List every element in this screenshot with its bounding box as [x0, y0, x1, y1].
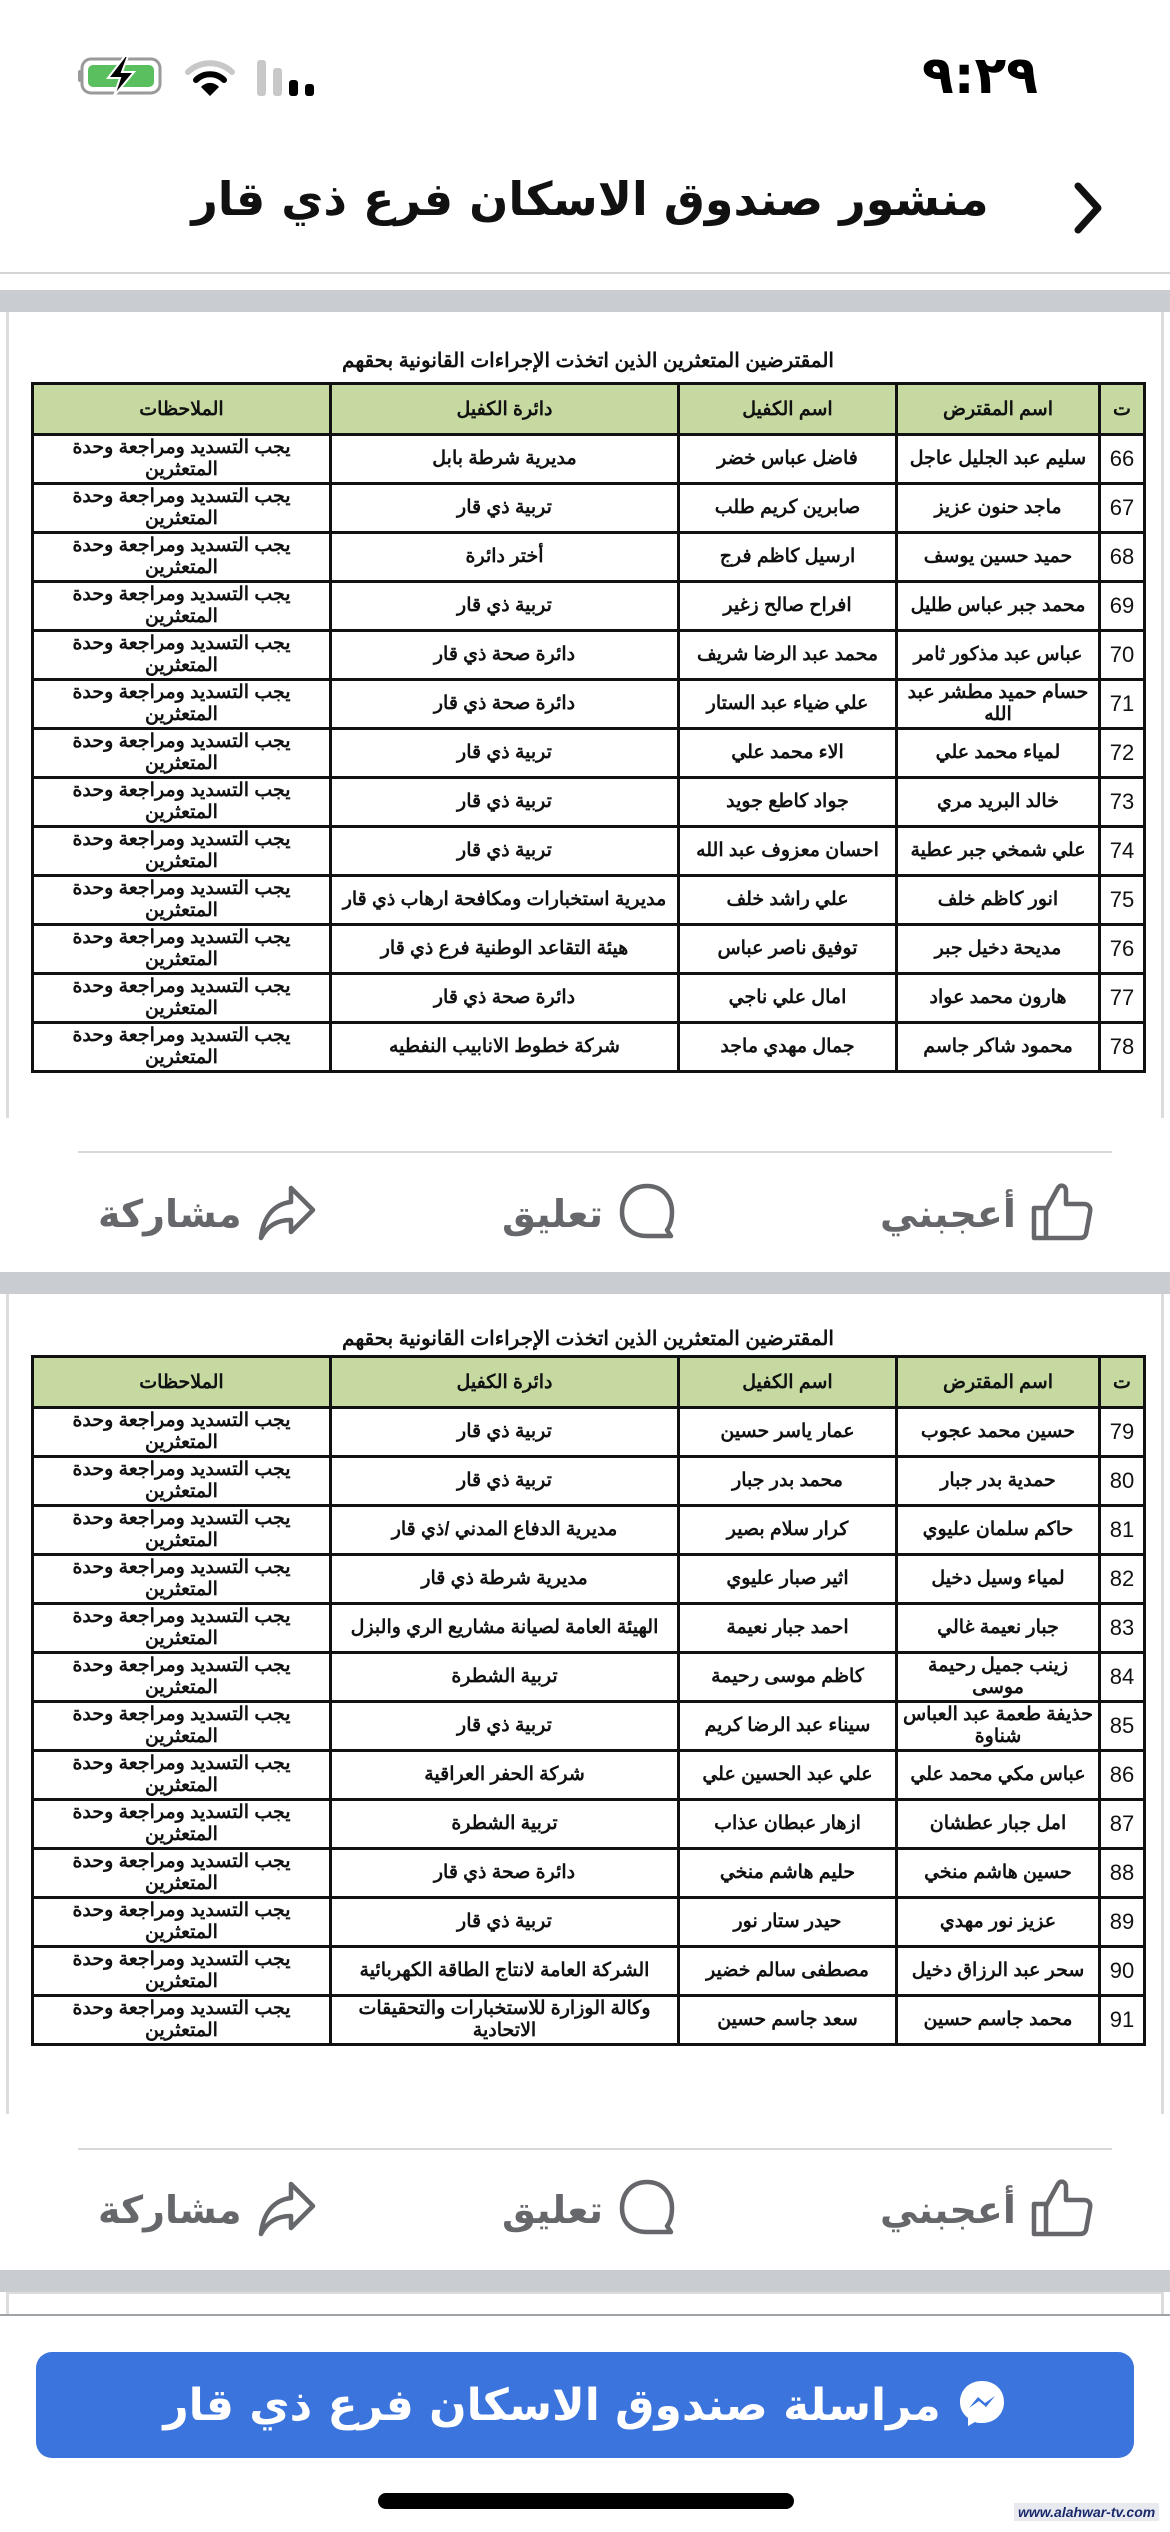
- guarantor-department: هيئة التقاعد الوطنية فرع ذي قار: [331, 925, 679, 974]
- borrower-name: جبار نعيمة غالي: [897, 1604, 1100, 1653]
- comment-button[interactable]: [502, 1182, 677, 1246]
- column-header: الملاحظات: [33, 1357, 331, 1408]
- share-label: مشاركة: [98, 1192, 242, 1236]
- guarantor-name: علي عبد الحسين علي: [679, 1751, 897, 1800]
- borrower-name: حسين محمد عجوب: [897, 1408, 1100, 1457]
- guarantor-name: فاضل عباس خضر: [679, 435, 897, 484]
- feed-separator: [0, 2270, 1170, 2292]
- table-row: [33, 1996, 1145, 2045]
- guarantor-name: علي ضياء عبد الستار: [679, 680, 897, 729]
- note: يجب التسديد ومراجعة وحدة المتعثرين: [33, 1849, 331, 1898]
- note: يجب التسديد ومراجعة وحدة المتعثرين: [33, 876, 331, 925]
- like-button[interactable]: [880, 1182, 1094, 1246]
- table-row: [33, 876, 1145, 925]
- borrower-name: محمد جاسم حسين: [897, 1996, 1100, 2045]
- table-row: [33, 1023, 1145, 1072]
- table-row: [33, 1898, 1145, 1947]
- loan-table: [31, 382, 1146, 1073]
- guarantor-department: دائرة صحة ذي قار: [331, 1849, 679, 1898]
- guarantor-name: اثير صبار عليوي: [679, 1555, 897, 1604]
- guarantor-department: تربية ذي قار: [331, 827, 679, 876]
- header-divider: [0, 272, 1170, 274]
- column-header: ت: [1100, 1357, 1145, 1408]
- row-number: 89: [1100, 1898, 1145, 1947]
- table-row: [33, 974, 1145, 1023]
- guarantor-name: حيدر ستار نور: [679, 1898, 897, 1947]
- guarantor-name: احمد جبار نعيمة: [679, 1604, 897, 1653]
- guarantor-name: ارسيل كاظم فرج: [679, 533, 897, 582]
- note: يجب التسديد ومراجعة وحدة المتعثرين: [33, 1604, 331, 1653]
- bottom-bar-divider: [0, 2314, 1170, 2316]
- table-row: [33, 435, 1145, 484]
- note: يجب التسديد ومراجعة وحدة المتعثرين: [33, 778, 331, 827]
- table-row: [33, 1457, 1145, 1506]
- table-row: [33, 582, 1145, 631]
- cellular-signal-icon: [255, 58, 317, 102]
- feed-separator: [0, 290, 1170, 312]
- comment-bubble-icon: [617, 2178, 677, 2242]
- table-row: [33, 680, 1145, 729]
- comment-label: تعليق: [502, 1192, 603, 1236]
- thumbs-up-icon: [1030, 1182, 1094, 1246]
- row-number: 85: [1100, 1702, 1145, 1751]
- post-divider: [78, 1151, 1112, 1153]
- borrower-name: سحر عبد الرزاق دخيل: [897, 1947, 1100, 1996]
- row-number: 76: [1100, 925, 1145, 974]
- column-header: ت: [1100, 384, 1145, 435]
- row-number: 72: [1100, 729, 1145, 778]
- borrower-name: ماجد حنون عزيز: [897, 484, 1100, 533]
- guarantor-department: تربية ذي قار: [331, 582, 679, 631]
- table-row: [33, 1702, 1145, 1751]
- note: يجب التسديد ومراجعة وحدة المتعثرين: [33, 1555, 331, 1604]
- table-row: [33, 827, 1145, 876]
- like-label: أعجبني: [880, 1192, 1016, 1236]
- note: يجب التسديد ومراجعة وحدة المتعثرين: [33, 974, 331, 1023]
- note: يجب التسديد ومراجعة وحدة المتعثرين: [33, 925, 331, 974]
- guarantor-name: كاظم موسى رحيمة: [679, 1653, 897, 1702]
- row-number: 75: [1100, 876, 1145, 925]
- row-number: 88: [1100, 1849, 1145, 1898]
- share-arrow-icon: [255, 1182, 317, 1246]
- note: يجب التسديد ومراجعة وحدة المتعثرين: [33, 1898, 331, 1947]
- guarantor-department: الهيئة العامة لصيانة مشاريع الري والبزل: [331, 1604, 679, 1653]
- guarantor-department: مديرية شرطة بابل: [331, 435, 679, 484]
- column-header: اسم الكفيل: [679, 384, 897, 435]
- column-header: دائرة الكفيل: [331, 384, 679, 435]
- borrower-name: حميد حسين يوسف: [897, 533, 1100, 582]
- row-number: 84: [1100, 1653, 1145, 1702]
- guarantor-name: عمار ياسر حسين: [679, 1408, 897, 1457]
- table-row: [33, 925, 1145, 974]
- guarantor-name: ازهار عبطان عذاب: [679, 1800, 897, 1849]
- status-time: ٩:٢٩: [921, 46, 1038, 106]
- guarantor-department: تربية ذي قار: [331, 778, 679, 827]
- column-header: الملاحظات: [33, 384, 331, 435]
- column-header: اسم المقترض: [897, 384, 1100, 435]
- share-arrow-icon: [255, 2178, 317, 2242]
- row-number: 73: [1100, 778, 1145, 827]
- guarantor-department: تربية ذي قار: [331, 1457, 679, 1506]
- row-number: 79: [1100, 1408, 1145, 1457]
- guarantor-name: محمد عبد الرضا شريف: [679, 631, 897, 680]
- table-row: [33, 1555, 1145, 1604]
- thumbs-up-icon: [1030, 2178, 1094, 2242]
- guarantor-department: تربية الشطرة: [331, 1800, 679, 1849]
- note: يجب التسديد ومراجعة وحدة المتعثرين: [33, 827, 331, 876]
- table-row: [33, 1506, 1145, 1555]
- row-number: 81: [1100, 1506, 1145, 1555]
- like-button[interactable]: [880, 2178, 1094, 2242]
- note: يجب التسديد ومراجعة وحدة المتعثرين: [33, 1653, 331, 1702]
- borrower-name: علي شمخي جبر عطية: [897, 827, 1100, 876]
- borrower-name: لمياء محمد علي: [897, 729, 1100, 778]
- guarantor-department: تربية الشطرة: [331, 1653, 679, 1702]
- note: يجب التسديد ومراجعة وحدة المتعثرين: [33, 1996, 331, 2045]
- message-page-button[interactable]: [36, 2352, 1134, 2458]
- row-number: 66: [1100, 435, 1145, 484]
- home-indicator[interactable]: [378, 2493, 794, 2509]
- table-row: [33, 1947, 1145, 1996]
- guarantor-department: شركة الحفر العراقية: [331, 1751, 679, 1800]
- table-row: [33, 533, 1145, 582]
- guarantor-department: مديرية استخبارات ومكافحة ارهاب ذي قار: [331, 876, 679, 925]
- guarantor-department: مديرية الدفاع المدني /ذي قار: [331, 1506, 679, 1555]
- guarantor-name: صابرين كريم طلب: [679, 484, 897, 533]
- guarantor-name: حليم هاشم منخي: [679, 1849, 897, 1898]
- row-number: 83: [1100, 1604, 1145, 1653]
- note: يجب التسديد ومراجعة وحدة المتعثرين: [33, 533, 331, 582]
- share-button[interactable]: [98, 1182, 317, 1246]
- message-button-label: مراسلة صندوق الاسكان فرع ذي قار: [163, 2379, 941, 2431]
- table-row: [33, 1653, 1145, 1702]
- note: يجب التسديد ومراجعة وحدة المتعثرين: [33, 1408, 331, 1457]
- row-number: 87: [1100, 1800, 1145, 1849]
- guarantor-name: جمال مهدي ماجد: [679, 1023, 897, 1072]
- borrower-name: عباس مكي محمد علي: [897, 1751, 1100, 1800]
- note: يجب التسديد ومراجعة وحدة المتعثرين: [33, 729, 331, 778]
- chevron-icon[interactable]: [1068, 180, 1108, 236]
- borrower-name: سليم عبد الجليل عاجل: [897, 435, 1100, 484]
- note: يجب التسديد ومراجعة وحدة المتعثرين: [33, 631, 331, 680]
- table-row: [33, 1408, 1145, 1457]
- table-row: [33, 484, 1145, 533]
- borrower-name: هارون محمد عواد: [897, 974, 1100, 1023]
- borrower-name: عباس عبد مذكور ثامر: [897, 631, 1100, 680]
- row-number: 70: [1100, 631, 1145, 680]
- row-number: 67: [1100, 484, 1145, 533]
- guarantor-name: سعد جاسم حسين: [679, 1996, 897, 2045]
- post-image[interactable]: [6, 312, 1164, 1118]
- guarantor-department: أختر دائرة: [331, 533, 679, 582]
- like-label: أعجبني: [880, 2188, 1016, 2232]
- row-number: 90: [1100, 1947, 1145, 1996]
- borrower-name: محمد جبر عباس طليل: [897, 582, 1100, 631]
- feed-separator: [0, 1272, 1170, 1294]
- row-number: 91: [1100, 1996, 1145, 2045]
- table-row: [33, 1604, 1145, 1653]
- borrower-name: حسين هاشم منخي: [897, 1849, 1100, 1898]
- guarantor-department: شركة خطوط الانابيب النفطيه: [331, 1023, 679, 1072]
- table-row: [33, 729, 1145, 778]
- note: يجب التسديد ومراجعة وحدة المتعثرين: [33, 1702, 331, 1751]
- guarantor-department: تربية ذي قار: [331, 1702, 679, 1751]
- watermark: www.alahwar-tv.com: [1014, 2503, 1159, 2521]
- borrower-name: مديحة دخيل جبر: [897, 925, 1100, 974]
- row-number: 78: [1100, 1023, 1145, 1072]
- note: يجب التسديد ومراجعة وحدة المتعثرين: [33, 1751, 331, 1800]
- row-number: 69: [1100, 582, 1145, 631]
- post-divider: [78, 2148, 1112, 2150]
- note: يجب التسديد ومراجعة وحدة المتعثرين: [33, 1947, 331, 1996]
- row-number: 68: [1100, 533, 1145, 582]
- guarantor-name: افراح صالح زغير: [679, 582, 897, 631]
- guarantor-department: تربية ذي قار: [331, 729, 679, 778]
- row-number: 77: [1100, 974, 1145, 1023]
- borrower-name: عزيز نور مهدي: [897, 1898, 1100, 1947]
- note: يجب التسديد ومراجعة وحدة المتعثرين: [33, 1800, 331, 1849]
- comment-button[interactable]: [502, 2178, 677, 2242]
- table-row: [33, 1751, 1145, 1800]
- guarantor-department: تربية ذي قار: [331, 484, 679, 533]
- borrower-name: حذيفة طعمة عبد العباس شناوة: [897, 1702, 1100, 1751]
- guarantor-department: الشركة العامة لانتاج الطاقة الكهربائية: [331, 1947, 679, 1996]
- share-label: مشاركة: [98, 2188, 242, 2232]
- column-header: اسم المقترض: [897, 1357, 1100, 1408]
- note: يجب التسديد ومراجعة وحدة المتعثرين: [33, 1506, 331, 1555]
- note: يجب التسديد ومراجعة وحدة المتعثرين: [33, 680, 331, 729]
- battery-charging-icon: [78, 56, 166, 100]
- guarantor-name: كرار سلام بصير: [679, 1506, 897, 1555]
- note: يجب التسديد ومراجعة وحدة المتعثرين: [33, 1023, 331, 1072]
- guarantor-department: دائرة صحة ذي قار: [331, 680, 679, 729]
- next-post-peek: [6, 2292, 1164, 2314]
- guarantor-name: مصطفى سالم خضير: [679, 1947, 897, 1996]
- guarantor-name: علي راشد خلف: [679, 876, 897, 925]
- column-header: دائرة الكفيل: [331, 1357, 679, 1408]
- note: يجب التسديد ومراجعة وحدة المتعثرين: [33, 435, 331, 484]
- borrower-name: حمدية بدر جبار: [897, 1457, 1100, 1506]
- guarantor-department: تربية ذي قار: [331, 1408, 679, 1457]
- table-row: [33, 1849, 1145, 1898]
- guarantor-name: الاء محمد علي: [679, 729, 897, 778]
- guarantor-name: محمد بدر جبار: [679, 1457, 897, 1506]
- post-image[interactable]: [6, 1294, 1164, 2114]
- guarantor-department: دائرة صحة ذي قار: [331, 974, 679, 1023]
- row-number: 86: [1100, 1751, 1145, 1800]
- row-number: 71: [1100, 680, 1145, 729]
- page-title: منشور صندوق الاسكان فرع ذي قار: [191, 172, 989, 226]
- comment-label: تعليق: [502, 2188, 603, 2232]
- guarantor-department: مديرية شرطة ذي قار: [331, 1555, 679, 1604]
- borrower-name: انور كاظم خلف: [897, 876, 1100, 925]
- guarantor-name: توفيق ناصر عباس: [679, 925, 897, 974]
- table-row: [33, 1800, 1145, 1849]
- document-title: المقترضين المتعثرين الذين اتخذت الإجراءات القانونية بحقهم: [342, 350, 834, 372]
- borrower-name: لمياء وسيل دخيل: [897, 1555, 1100, 1604]
- guarantor-name: سيناء عبد الرضا كريم: [679, 1702, 897, 1751]
- guarantor-department: تربية ذي قار: [331, 1898, 679, 1947]
- table-row: [33, 631, 1145, 680]
- row-number: 82: [1100, 1555, 1145, 1604]
- guarantor-department: وكالة الوزارة للاستخبارات والتحقيقات الاتحادية: [331, 1996, 679, 2045]
- document-title: المقترضين المتعثرين الذين اتخذت الإجراءات القانونية بحقهم: [342, 1328, 834, 1350]
- borrower-name: حسام حميد مطشر عبد الله: [897, 680, 1100, 729]
- guarantor-name: احسان معزوف عبد الله: [679, 827, 897, 876]
- note: يجب التسديد ومراجعة وحدة المتعثرين: [33, 582, 331, 631]
- borrower-name: خالد البريد مري: [897, 778, 1100, 827]
- loan-table: [31, 1355, 1146, 2046]
- column-header: اسم الكفيل: [679, 1357, 897, 1408]
- borrower-name: زينب جميل رحيمة موسى: [897, 1653, 1100, 1702]
- row-number: 74: [1100, 827, 1145, 876]
- share-button[interactable]: [98, 2178, 317, 2242]
- guarantor-name: جواد كاطع جويد: [679, 778, 897, 827]
- row-number: 80: [1100, 1457, 1145, 1506]
- guarantor-name: امال علي ناجي: [679, 974, 897, 1023]
- borrower-name: امل جبار عطشان: [897, 1800, 1100, 1849]
- wifi-icon: [185, 58, 235, 102]
- borrower-name: حاكم سلمان عليوي: [897, 1506, 1100, 1555]
- table-row: [33, 778, 1145, 827]
- borrower-name: محمود شاكر جاسم: [897, 1023, 1100, 1072]
- messenger-icon: [957, 2378, 1007, 2432]
- guarantor-department: دائرة صحة ذي قار: [331, 631, 679, 680]
- note: يجب التسديد ومراجعة وحدة المتعثرين: [33, 1457, 331, 1506]
- comment-bubble-icon: [617, 1182, 677, 1246]
- note: يجب التسديد ومراجعة وحدة المتعثرين: [33, 484, 331, 533]
